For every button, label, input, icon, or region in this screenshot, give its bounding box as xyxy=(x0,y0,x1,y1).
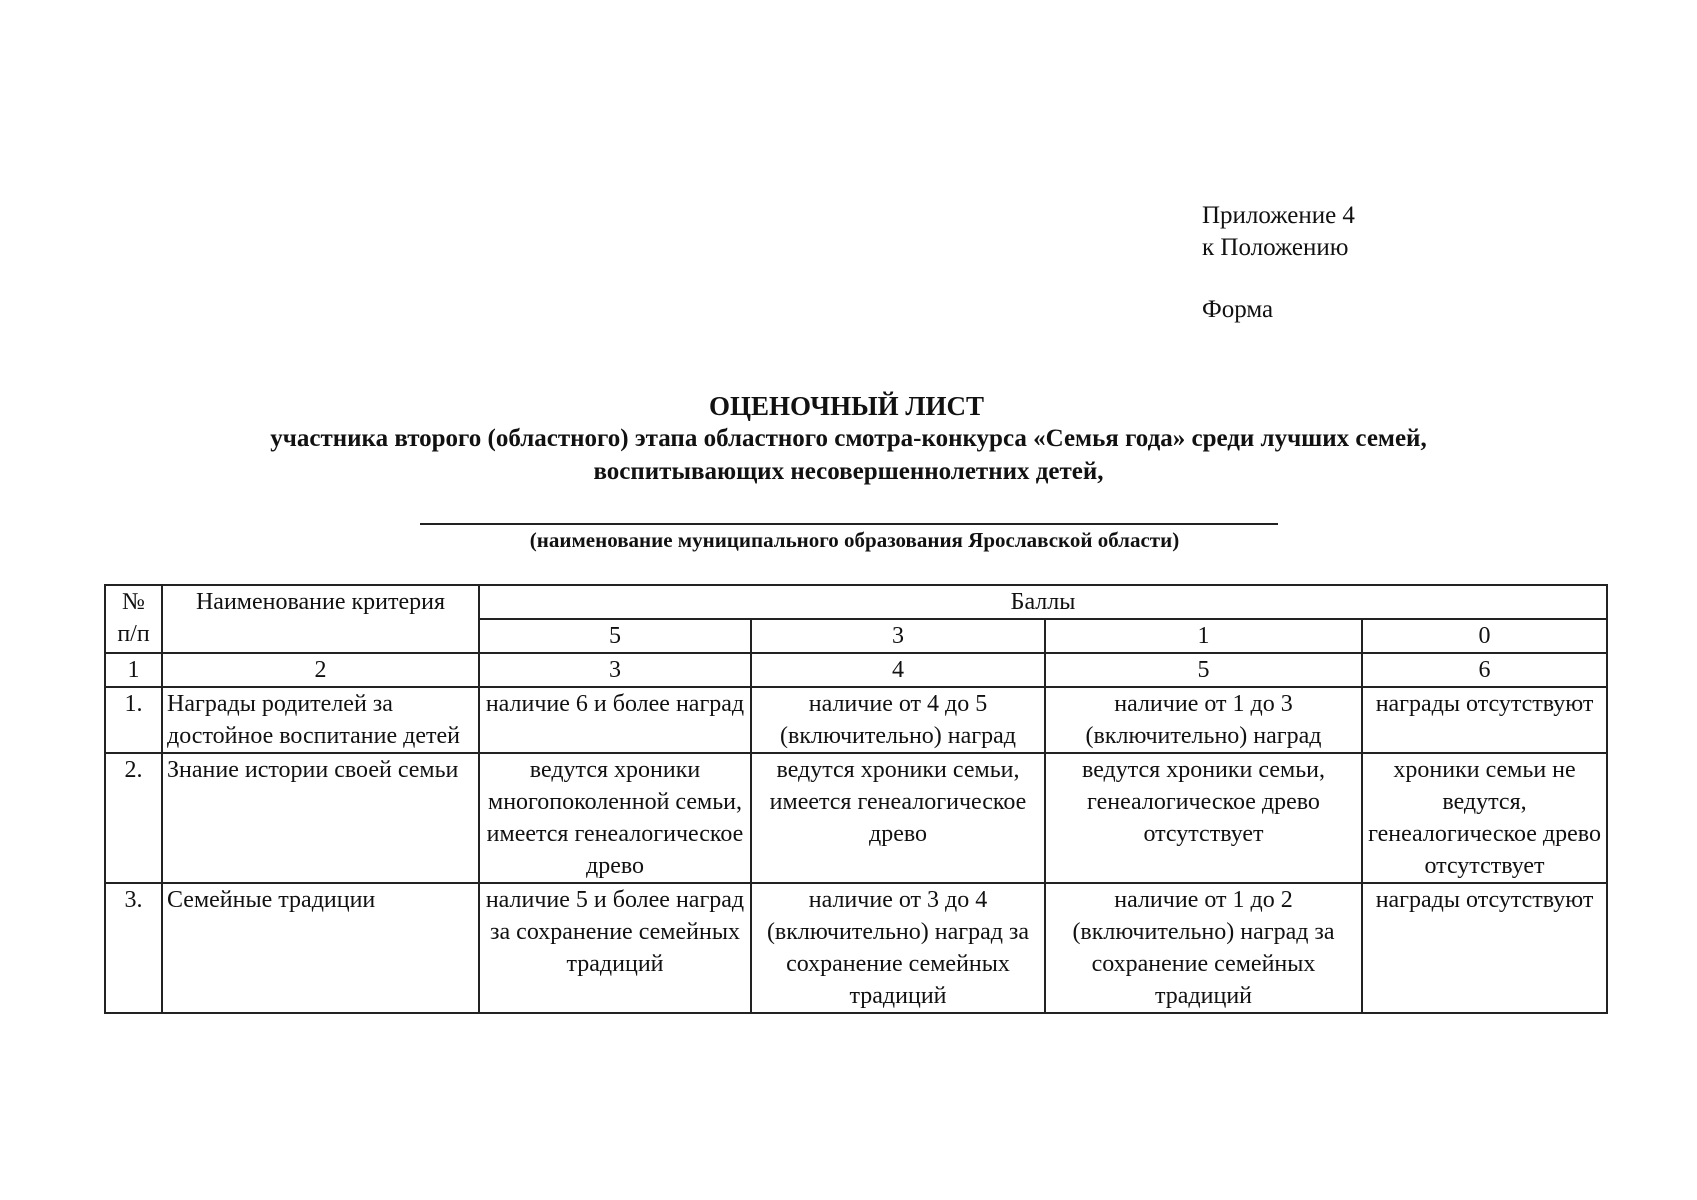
table-row xyxy=(105,687,1607,753)
row-cell: наличие 5 и более наград за сохранение семейных традиций xyxy=(479,883,751,1013)
row-number: 2. xyxy=(105,753,162,883)
column-number: 2 xyxy=(162,653,479,687)
row-number: 1. xyxy=(105,687,162,753)
appendix-line: Приложение 4 xyxy=(1202,202,1355,229)
criteria-table xyxy=(104,584,1608,1014)
title-block xyxy=(0,390,1697,488)
row-criterion: Награды родителей за достойное воспитание детей xyxy=(162,687,479,753)
document-title: ОЦЕНОЧНЫЙ ЛИСТ xyxy=(708,391,985,421)
column-number: 5 xyxy=(1045,653,1362,687)
row-cell: награды отсутствуют xyxy=(1362,883,1607,1013)
row-cell: ведутся хроники семьи, генеалогическое древо отсутствует xyxy=(1045,753,1362,883)
column-number: 1 xyxy=(105,653,162,687)
score-header: 3 xyxy=(751,619,1045,653)
municipality-blank-line xyxy=(420,523,1278,525)
appendix-regulation-line: к Положению xyxy=(1202,234,1349,261)
row-cell: ведутся хроники многопоколенной семьи, имеется генеалогическое древо xyxy=(479,753,751,883)
column-number-row xyxy=(105,653,1607,687)
row-cell: наличие от 3 до 4 (включительно) наград за сохранение семейных традиций xyxy=(751,883,1045,1013)
score-header: 0 xyxy=(1362,619,1607,653)
row-cell: наличие от 4 до 5 (включительно) наград xyxy=(751,687,1045,753)
row-criterion: Семейные традиции xyxy=(162,883,479,1013)
table-header-row xyxy=(105,585,1607,619)
municipality-caption: (наименование муниципального образования Ярославской области) xyxy=(529,528,1180,552)
table-row xyxy=(105,883,1607,1013)
score-header: 1 xyxy=(1045,619,1362,653)
row-number: 3. xyxy=(105,883,162,1013)
table-row xyxy=(105,753,1607,883)
column-number: 4 xyxy=(751,653,1045,687)
row-criterion: Знание истории своей семьи xyxy=(162,753,479,883)
appendix-block xyxy=(1202,200,1355,326)
row-cell: хроники семьи не ведутся, генеалогическое древо отсутствует xyxy=(1362,753,1607,883)
document-subtitle-line-1: участника второго (областного) этапа областного смотра-конкурса «Семья года» среди лучших семей, xyxy=(270,425,1427,452)
column-number: 6 xyxy=(1362,653,1607,687)
row-cell: наличие от 1 до 3 (включительно) наград xyxy=(1045,687,1362,753)
row-cell: награды отсутствуют xyxy=(1362,687,1607,753)
row-cell: ведутся хроники семьи, имеется генеалогическое древо xyxy=(751,753,1045,883)
form-label: Форма xyxy=(1202,296,1274,323)
row-cell: наличие от 1 до 2 (включительно) наград за сохранение семейных традиций xyxy=(1045,883,1362,1013)
score-header: 5 xyxy=(479,619,751,653)
header-num: № п/п xyxy=(105,585,162,653)
header-criterion: Наименование критерия xyxy=(162,585,479,653)
column-number: 3 xyxy=(479,653,751,687)
header-points: Баллы xyxy=(479,585,1607,619)
row-cell: наличие 6 и более наград xyxy=(479,687,751,753)
document-subtitle-line-2: воспитывающих несовершеннолетних детей, xyxy=(593,458,1104,485)
